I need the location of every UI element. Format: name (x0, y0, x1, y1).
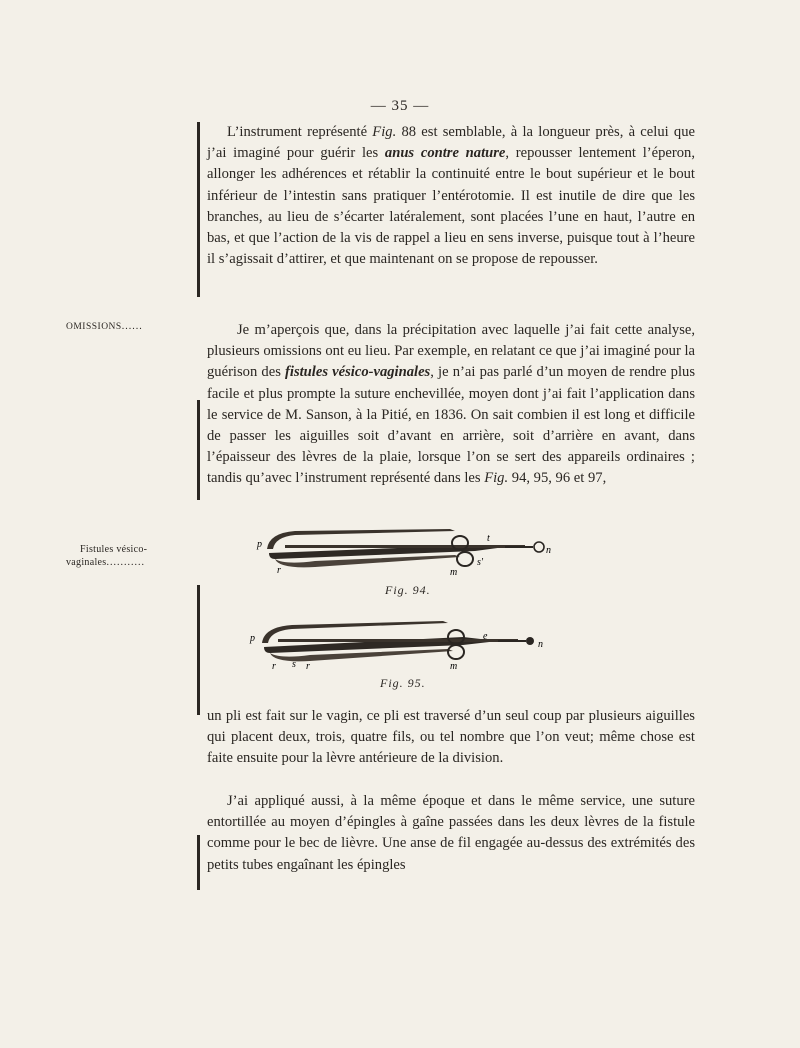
fig94-label-r: r (277, 565, 281, 576)
fig94-label-p: p (257, 539, 262, 550)
p1-fig-ref: Fig. (372, 124, 397, 140)
fistules-label-1: Fistules vésico- (80, 544, 148, 555)
p2-text-3: 94, 95, 96 et 97, (508, 470, 607, 487)
margin-bar-2 (197, 400, 200, 500)
p1-emphasis: anus contre nature (384, 145, 506, 162)
p2-emphasis: fistules vésico-vaginales (285, 364, 431, 381)
fig95-label-s: s (292, 659, 296, 670)
fig94-label-n: n (546, 545, 551, 556)
p1-text-3: , repousser lentement l’éperon, allonger les adhérences et rétablir la continuité entre le bout supérieur et le bout inférieur de l’intestin sans pratiquer l’entérotomie. Il est inutile de dire que les branches, au lieu de s’écarter latéralement, sont placées l’une en haut, l’autre en bas, et que l’action de la vis de rappel a lieu en sens inverse, puisque tout à l’heure il s’agissait d’attirer, et que maintenant on se propose de repousser. (207, 145, 695, 268)
p2-text-1: Je m’aperçois que, dans la précipitation avec laquelle j’ai fait cette analyse, plusieurs omissions ont eu lieu. Par exemple, en relatant ce que j’ai imaginé pour la guérison des (207, 322, 695, 381)
figure-94-illustration (255, 525, 555, 577)
paragraph-pli: un pli est fait sur le vagin, ce pli est traversé d’un seul coup par plusieurs aiguilles qui placent deux, trois, quatre fils, ou tel nombre que l’on veut; même chose est faite ensuite pour la lèvre antérieure de la division. (207, 708, 695, 767)
fig95-label-r1: r (272, 661, 276, 671)
margin-note-omissions (66, 320, 143, 334)
paragraph-omissions (207, 320, 695, 490)
p1-text-2: 88 est semblable, à la longueur près, à celui que j’ai imaginé pour guérir les (207, 124, 695, 162)
margin-bar-3 (197, 585, 200, 715)
fistules-label-2: vaginales (66, 557, 107, 568)
fistules-dots: ........... (106, 557, 145, 568)
margin-bar-1 (197, 122, 200, 297)
paragraph-instrument (207, 122, 695, 270)
omissions-label: OMISSIONS (66, 322, 122, 332)
figure-94-caption: Fig. 94. (385, 583, 431, 597)
omissions-dots: ...... (121, 321, 143, 332)
fig95-label-n: n (538, 639, 543, 650)
fig94-label-s: s' (477, 557, 484, 568)
margin-note-fistules (66, 543, 190, 569)
fig95-label-e: e (483, 631, 488, 642)
fistules-label-2-row (66, 556, 190, 569)
fig94-label-t: t (487, 533, 490, 544)
fig95-label-p: p (250, 633, 255, 644)
fig95-label-m: m (450, 661, 458, 671)
figure-95-caption: Fig. 95. (380, 676, 426, 690)
paragraph-suture: J’ai appliqué aussi, à la même époque et dans le même service, une suture entortillée au moyen d’épingles à gaîne passées dans les deux lèvres de la fistule comme pour le bec de lièvre. Une anse de fil engagée au-dessus des extrémités des petits tubes engaînant les épingles (207, 793, 695, 873)
figure-95-illustration (248, 615, 548, 671)
fig95-label-r2: r (306, 661, 310, 671)
p2-fig-ref: Fig. (484, 470, 509, 487)
fig94-label-m: m (450, 567, 458, 577)
p2-text-2: , je n’ai pas parlé d’un moyen de rendre plus facile et plus prompte la suture enchevillée, moyen dont j’ai fait l’application dans le service de M. Sanson, à la Pitié, en 1836. On sait combien il est long et difficile de passer les aiguilles soit d’avant en arrière, soit d’arrière en avant, dans l’épaisseur des lèvres de la plaie, lorsque l’on se sert des appareils ordinaires ; tandis qu’avec l’instrument représenté dans les (207, 364, 695, 487)
margin-bar-4 (197, 835, 200, 890)
p1-text-1: L’instrument représenté (227, 124, 373, 140)
page-number: — 35 — (370, 98, 430, 114)
